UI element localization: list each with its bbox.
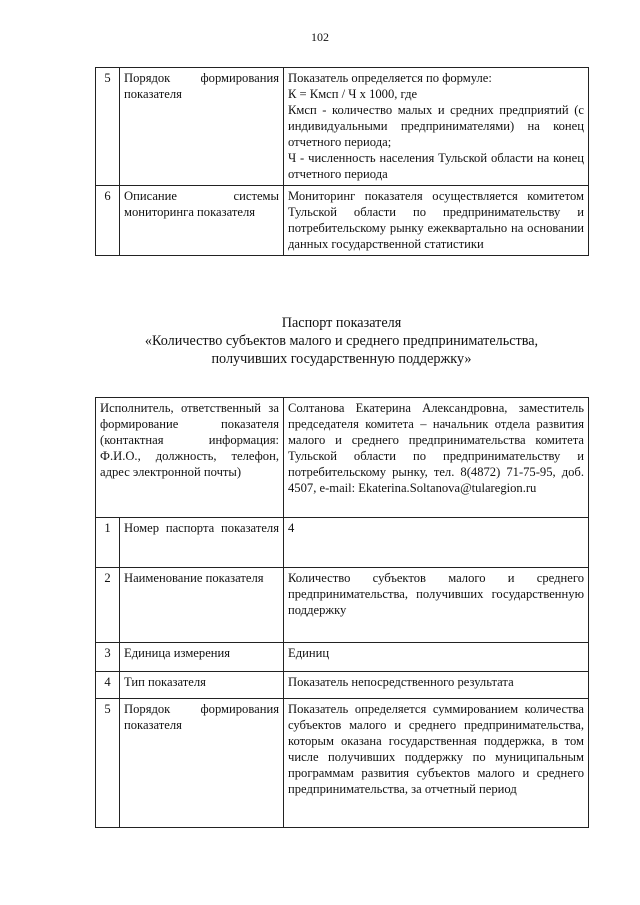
indicator-name-line: «Количество субъектов малого и среднего предпринимательства, <box>144 333 539 349</box>
passport-heading <box>95 314 588 368</box>
row-value: Показатель непосредственного результата <box>284 672 589 699</box>
table-row <box>96 186 589 256</box>
indicator-table-continued <box>95 67 589 256</box>
row-value: Показатель определяется суммированием количества субъектов малого и среднего предпринимательства, которым оказана государственная поддержка, в том числе получивших поддержку по муниципальным программам развития субъектов малого и среднего предпринимательства, за отчетный период <box>284 699 589 828</box>
row-number: 5 <box>96 68 120 186</box>
table-row <box>96 518 589 568</box>
row-number: 2 <box>96 568 120 643</box>
row-number: 3 <box>96 643 120 672</box>
row-number: 6 <box>96 186 120 256</box>
table-row <box>96 398 589 518</box>
row-label: Описание системы мониторинга показателя <box>120 186 284 256</box>
row-number: 5 <box>96 699 120 828</box>
passport-title: Паспорт показателя <box>281 315 402 331</box>
row-label: Единица измерения <box>120 643 284 672</box>
indicator-name-line: получивших государственную поддержку» <box>211 351 472 367</box>
row-number: 4 <box>96 672 120 699</box>
table-row <box>96 568 589 643</box>
row-value: Единиц <box>284 643 589 672</box>
row-label: Тип показателя <box>120 672 284 699</box>
row-value: Количество субъектов малого и среднего предпринимательства, получивших государственную поддержку <box>284 568 589 643</box>
row-label: Номер паспорта показателя <box>120 518 284 568</box>
row-label: Порядок формирования показателя <box>120 699 284 828</box>
formula: К = Кмсп / Ч х 1000, где <box>288 87 418 101</box>
table-row <box>96 68 589 186</box>
table-row <box>96 699 589 828</box>
formula-variable-kmsp: Кмсп - количество малых и средних предприятий (с индивидуальными предпринимателями) на конец отчетного периода; <box>288 103 584 149</box>
row-value: Мониторинг показателя осуществляется комитетом Тульской области по предпринимательству и потребительскому рынку ежеквартально на основании данных государственной статистики <box>284 186 589 256</box>
row-value: 4 <box>284 518 589 568</box>
formula-variable-ch: Ч - численность населения Тульской области на конец отчетного периода <box>288 151 584 181</box>
row-number: 1 <box>96 518 120 568</box>
table-row <box>96 643 589 672</box>
row-value <box>284 68 589 186</box>
row-label: Наименование показателя <box>120 568 284 643</box>
executor-label: Исполнитель, ответственный за формирование показателя (контактная информация: Ф.И.О., должность, телефон, адрес электронной почты) <box>96 398 284 518</box>
table-row <box>96 672 589 699</box>
row-label: Порядок формирования показателя <box>120 68 284 186</box>
executor-value: Солтанова Екатерина Александровна, заместитель председателя комитета – начальник отдела развития малого и среднего предпринимательства комитета Тульской области по предпринимательству и потребительскому рынку, тел. 8(4872) 71-75-95, доб. 4507, e-mail: Ekaterina.Soltanova@tularegion.ru <box>284 398 589 518</box>
formula-intro: Показатель определяется по формуле: <box>288 71 492 85</box>
page-number: 102 <box>311 30 329 44</box>
indicator-passport-table <box>95 397 589 828</box>
